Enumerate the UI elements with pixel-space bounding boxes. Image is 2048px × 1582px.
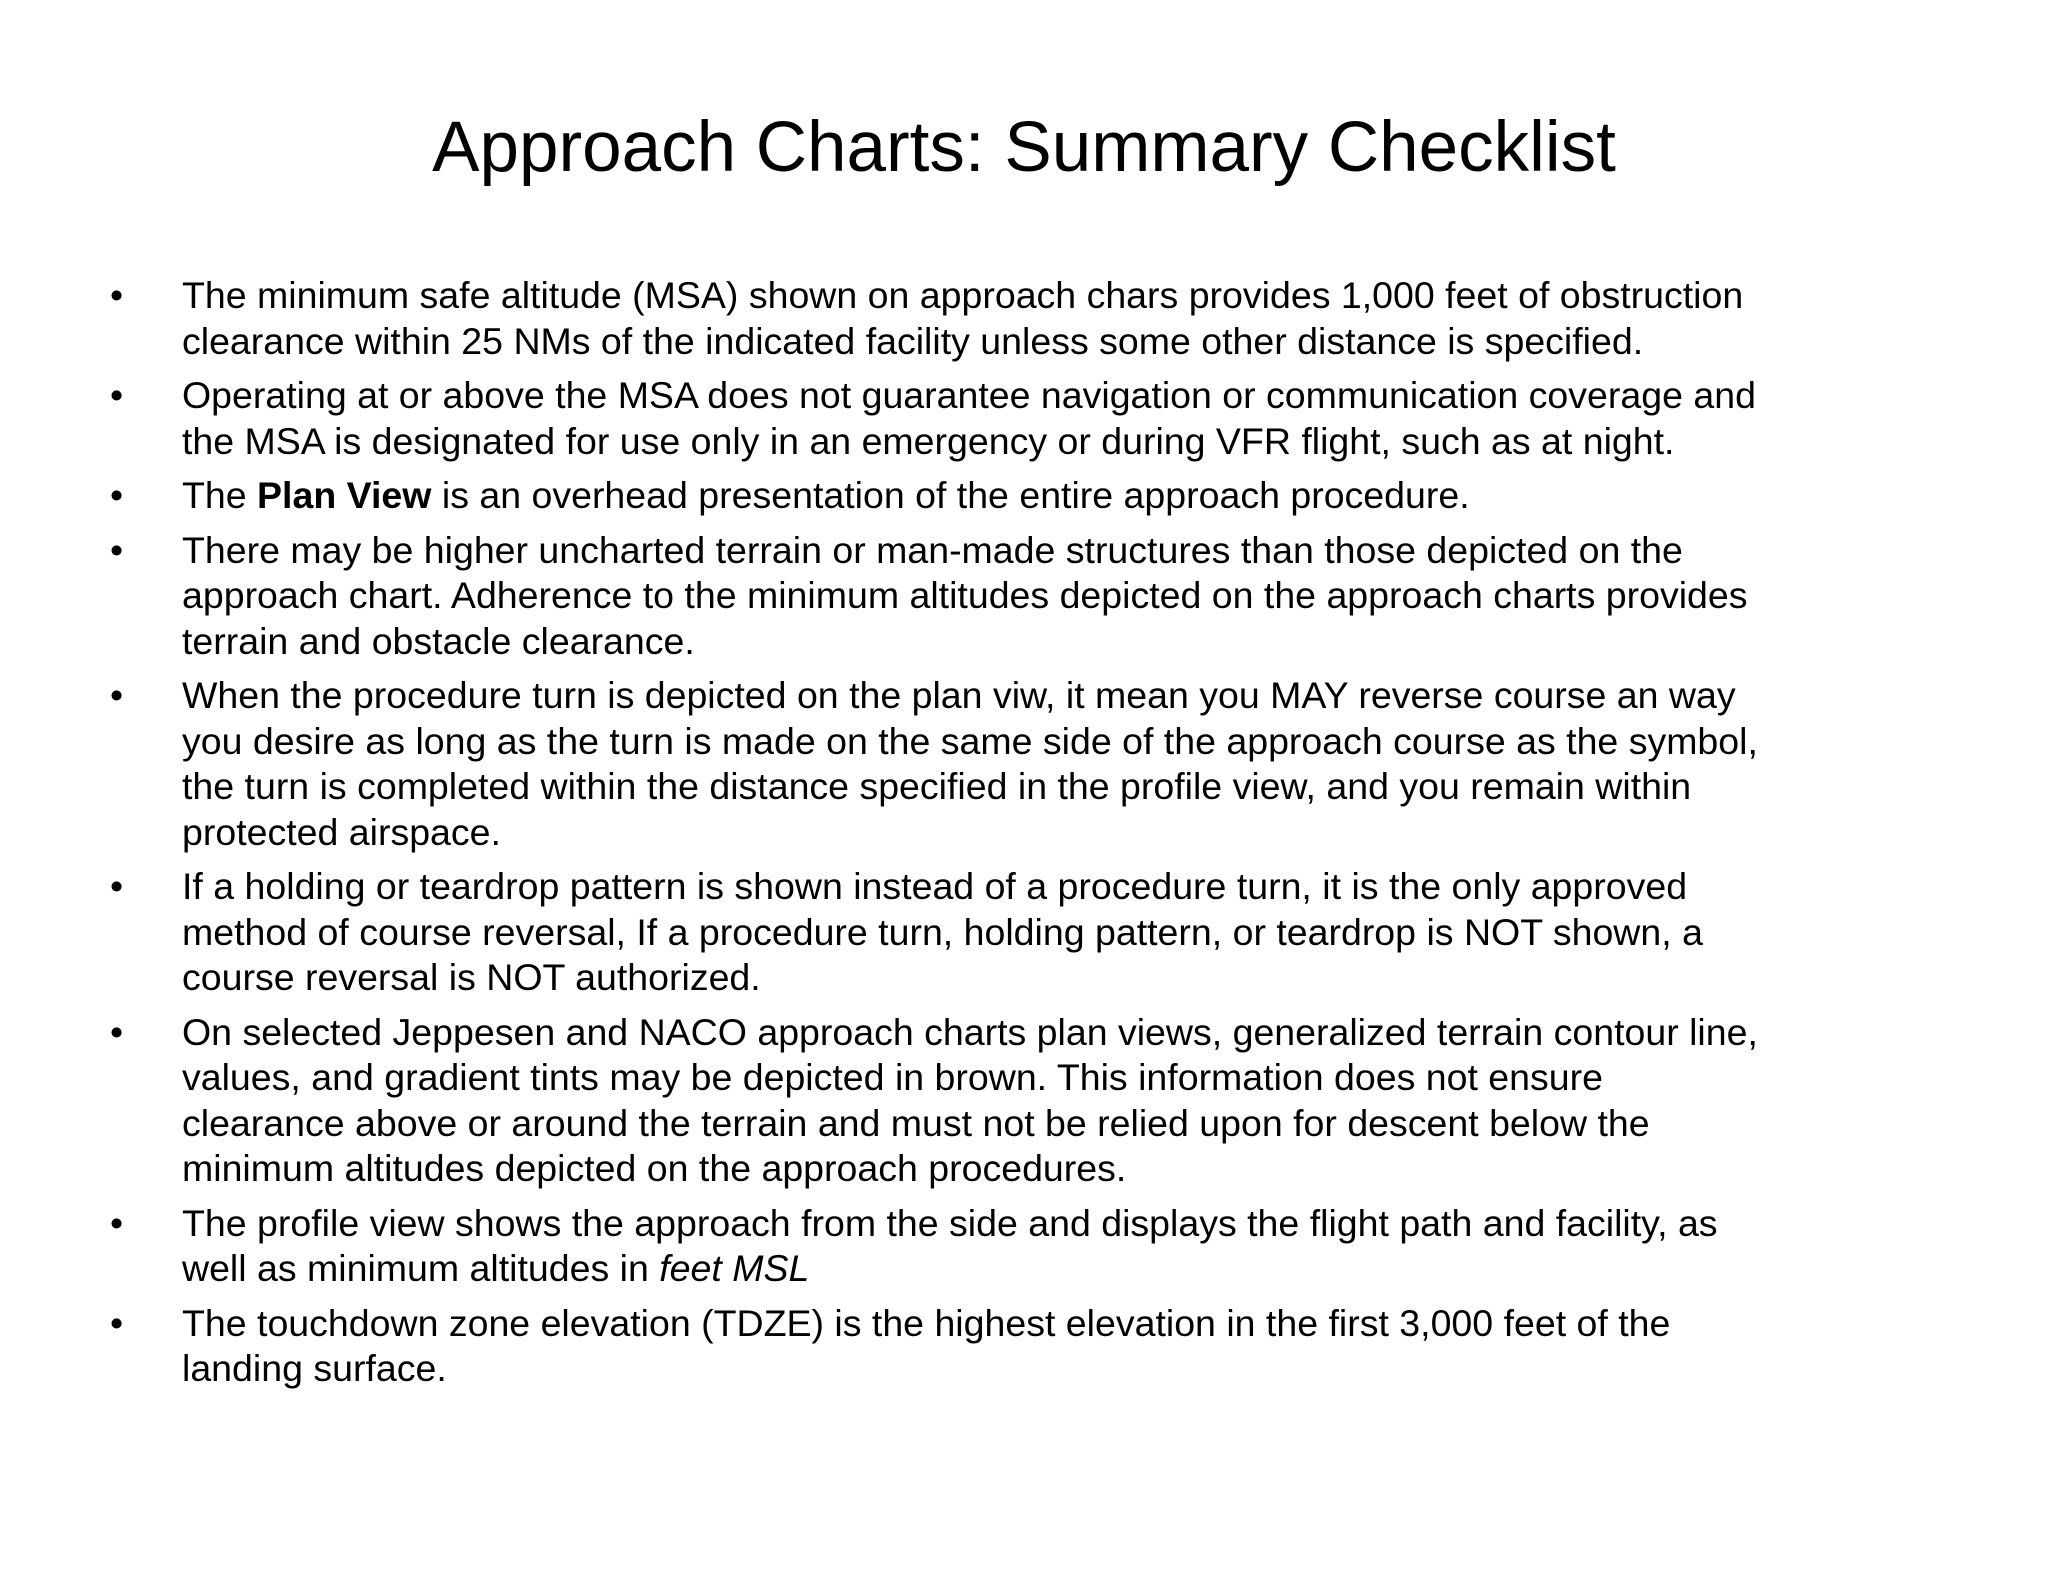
item-line: values, and gradient tints may be depicted in brown. This information does not ensure (182, 1056, 1603, 1098)
item-line: minimum altitudes depicted on the approach procedures. (182, 1147, 1127, 1189)
item-text: The (182, 474, 258, 516)
item-line: the MSA is designated for use only in an emergency or during VFR flight, such as at night. (182, 419, 1675, 462)
item-line: protected airspace. (182, 810, 501, 853)
list-item (0, 473, 1952, 519)
item-line (182, 1246, 1952, 1292)
page-title: Approach Charts: Summary Checklist (432, 108, 1616, 187)
item-line: the turn is completed within the distance specified in the profile view, and you remain within (182, 765, 1692, 807)
list-item (0, 1201, 1952, 1292)
bullet-icon: • (110, 374, 124, 416)
item-line: course reversal is NOT authorized. (182, 956, 761, 998)
item-line (182, 473, 1952, 519)
bullet-icon: • (110, 865, 124, 907)
item-line: you desire as long as the turn is made on the same side of the approach course as the symbol, (182, 719, 1758, 762)
emphasis-feet-msl: feet MSL (659, 1247, 810, 1289)
list-item (0, 528, 1952, 665)
list-item (0, 864, 1952, 1001)
item-line: The profile view shows the approach from the side and displays the flight path and facility, as (182, 1201, 1718, 1244)
list-item (0, 373, 1952, 464)
item-line: There may be higher uncharted terrain or man-made structures than those depicted on the (182, 528, 1683, 571)
item-line: approach chart. Adherence to the minimum altitudes depicted on the approach charts provides (182, 574, 1748, 616)
bullet-icon: • (110, 674, 124, 716)
item-text: is an overhead presentation of the entire approach procedure. (431, 474, 1470, 516)
bullet-icon: • (110, 1301, 124, 1344)
bullet-icon: • (110, 528, 124, 571)
item-line: clearance above or around the terrain and must not be relied upon for descent below the (182, 1101, 1650, 1144)
bullet-icon: • (110, 474, 124, 516)
item-line: The minimum safe altitude (MSA) shown on approach chars provides 1,000 feet of obstruction (182, 274, 1744, 316)
item-text: well as minimum altitudes in (182, 1247, 660, 1289)
list-item (0, 273, 1952, 364)
bullet-icon: • (110, 1010, 124, 1053)
list-item (0, 673, 1952, 855)
item-line: If a holding or teardrop pattern is shown instead of a procedure turn, it is the only approved (182, 865, 1688, 907)
item-line: On selected Jeppesen and NACO approach charts plan views, generalized terrain contour line, (182, 1010, 1758, 1053)
item-line: The touchdown zone elevation (TDZE) is the highest elevation in the first 3,000 feet of the (182, 1301, 1671, 1344)
checklist (0, 273, 2048, 1401)
list-item (0, 1301, 1952, 1392)
item-line: clearance within 25 NMs of the indicated facility unless some other distance is specified. (182, 319, 1644, 362)
item-line: When the procedure turn is depicted on the plan viw, it mean you MAY reverse course an way (182, 674, 1736, 716)
bullet-icon: • (110, 1201, 124, 1244)
item-line: method of course reversal, If a procedure turn, holding pattern, or teardrop is NOT shown, a (182, 910, 1703, 953)
item-line: landing surface. (182, 1347, 447, 1389)
item-line: terrain and obstacle clearance. (182, 619, 695, 662)
item-line: Operating at or above the MSA does not guarantee navigation or communication coverage and (182, 374, 1756, 416)
bullet-icon: • (110, 274, 124, 316)
list-item (0, 1010, 1952, 1192)
emphasis-plan-view: Plan View (257, 474, 432, 516)
